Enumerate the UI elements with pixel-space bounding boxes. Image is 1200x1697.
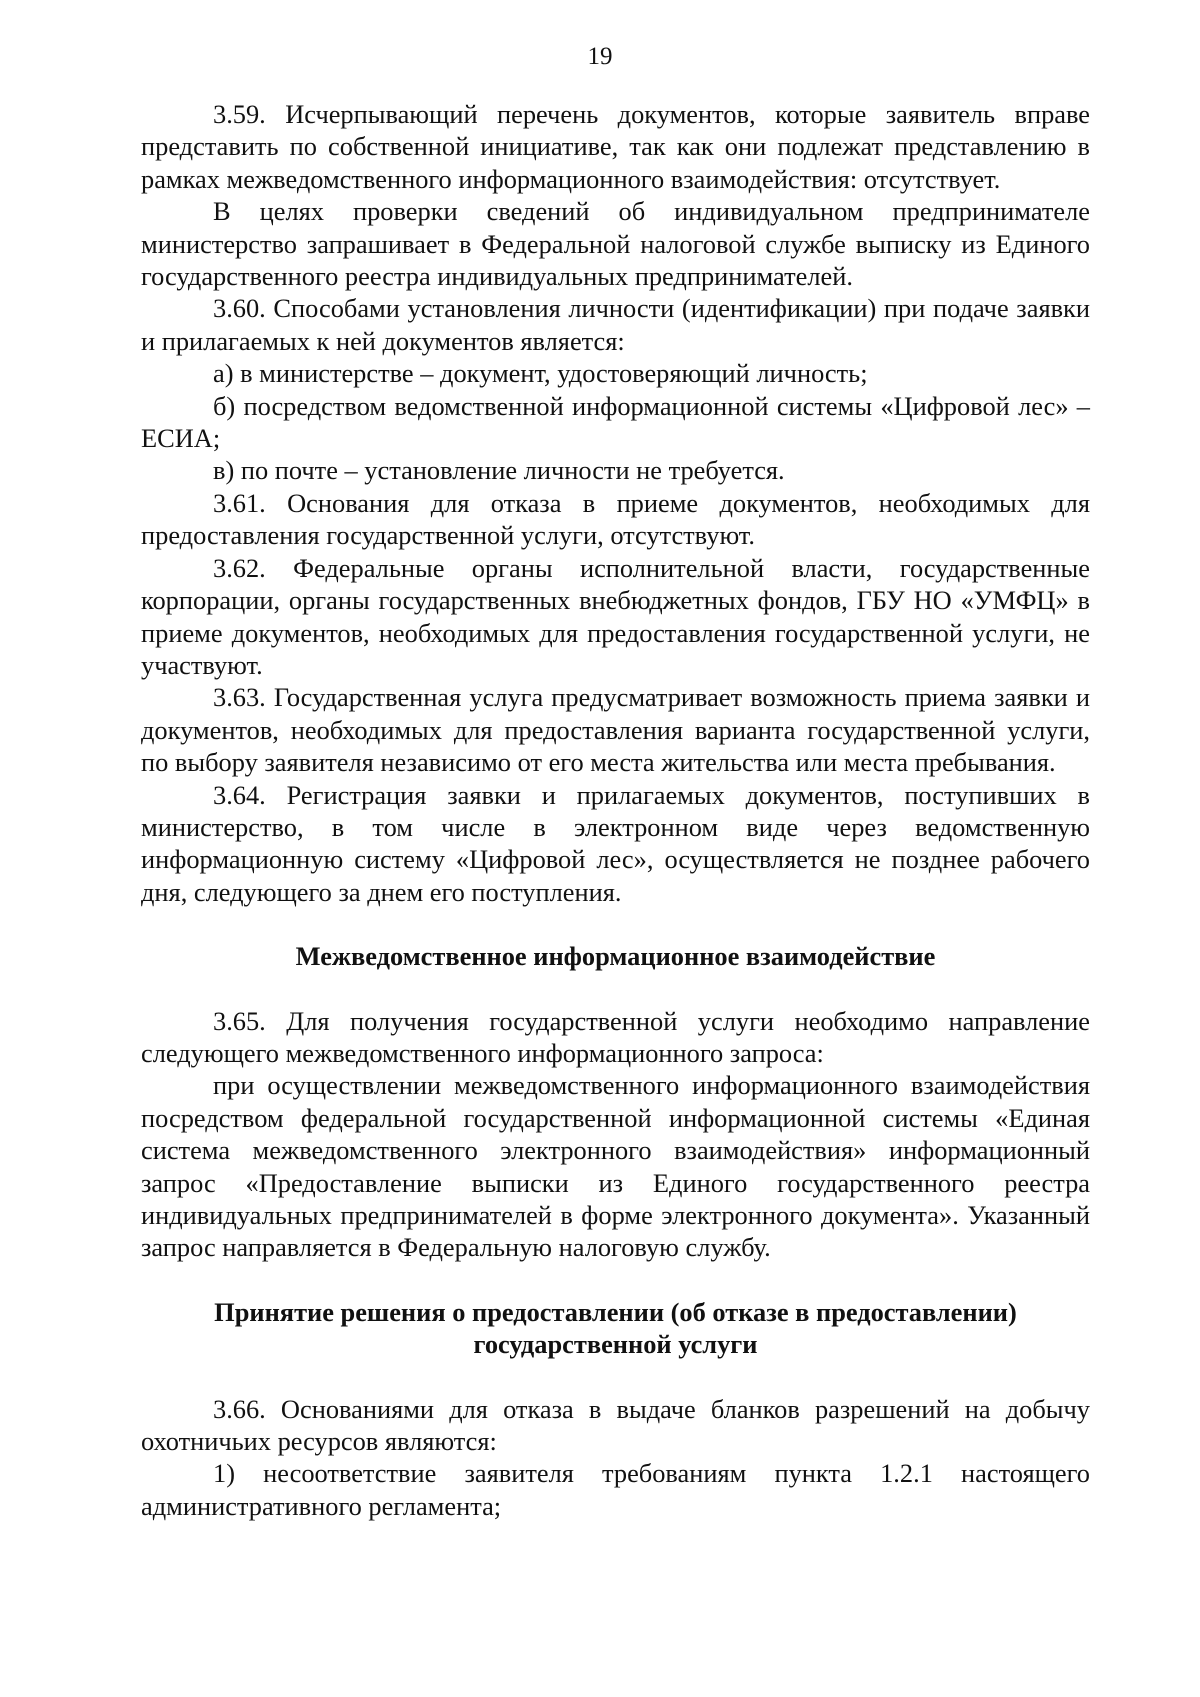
document-body: [141, 98, 1090, 1522]
spacer: [141, 973, 1090, 1005]
list-item-a: а) в министерстве – документ, удостоверяющий личность;: [213, 358, 868, 389]
section-heading-decision-line1: Принятие решения о предоставлении (об отказе в предоставлении): [214, 1296, 1017, 1327]
paragraph-3-63: 3.63. Государственная услуга предусматривает возможность приема заявки и документов, необходимых для предоставления варианта государственной услуги, по выбору заявителя независимо от его места жительства или места пребывания.: [141, 682, 1090, 778]
list-item-b: б) посредством ведомственной информационной системы «Цифровой лес» – ЕСИА;: [141, 390, 1090, 454]
list-item-1: 1) несоответствие заявителя требованиям пункта 1.2.1 настоящего административного регламента;: [141, 1458, 1090, 1521]
page-number: 19: [587, 43, 613, 70]
paragraph-3-61: 3.61. Основания для отказа в приеме документов, необходимых для предоставления государственной услуги, отсутствуют.: [141, 487, 1090, 551]
spacer: [141, 908, 1090, 940]
paragraph-3-64: 3.64. Регистрация заявки и прилагаемых документов, поступивших в министерство, в том числе в электронном виде через ведомственную информационную систему «Цифровой лес», осуществляется не позднее рабочего дня, следующего за днем его поступления.: [141, 779, 1090, 907]
paragraph-3-65: 3.65. Для получения государственной услуги необходимо направление следующего межведомственного информационного запроса:: [141, 1005, 1090, 1068]
paragraph-3-59: 3.59. Исчерпывающий перечень документов, которые заявитель вправе представить по собственной инициативе, так как они подлежат представлению в рамках межведомственного информационного взаимодействия: отсутствует.: [141, 99, 1090, 194]
list-item-v: в) по почте – установление личности не требуется.: [213, 455, 785, 486]
paragraph-3-60: 3.60. Способами установления личности (идентификации) при подаче заявки и прилагаемых к ней документов является:: [141, 293, 1090, 356]
section-heading-interagency: Межведомственное информационное взаимодействие: [295, 941, 936, 972]
spacer: [141, 1264, 1090, 1296]
paragraph-ip-check: В целях проверки сведений об индивидуальном предпринимателе министерство запрашивает в Федеральной налоговой службе выписку из Единого государственного реестра индивидуальных предпринимателей.: [141, 196, 1090, 292]
paragraph-3-62: 3.62. Федеральные органы исполнительной власти, государственные корпорации, органы государственных внебюджетных фондов, ГБУ НО «УМФЦ» в приеме документов, необходимых для предоставления государственной услуги, не участвуют.: [141, 552, 1090, 680]
paragraph-3-66: 3.66. Основаниями для отказа в выдаче бланков разрешений на добычу охотничьих ресурсов являются:: [141, 1393, 1090, 1457]
spacer: [141, 1361, 1090, 1393]
section-heading-decision-line2: государственной услуги: [473, 1329, 758, 1360]
paragraph-interagency-request: при осуществлении межведомственного информационного взаимодействия посредством федеральной государственной информационной системы «Единая система межведомственного электронного взаимодействия» информационный запрос «Предоставление выписки из Единого государственного реестра индивидуальных предпринимателей в форме электронного документа». Указанный запрос направляется в Федеральную налоговую службу.: [141, 1070, 1090, 1263]
